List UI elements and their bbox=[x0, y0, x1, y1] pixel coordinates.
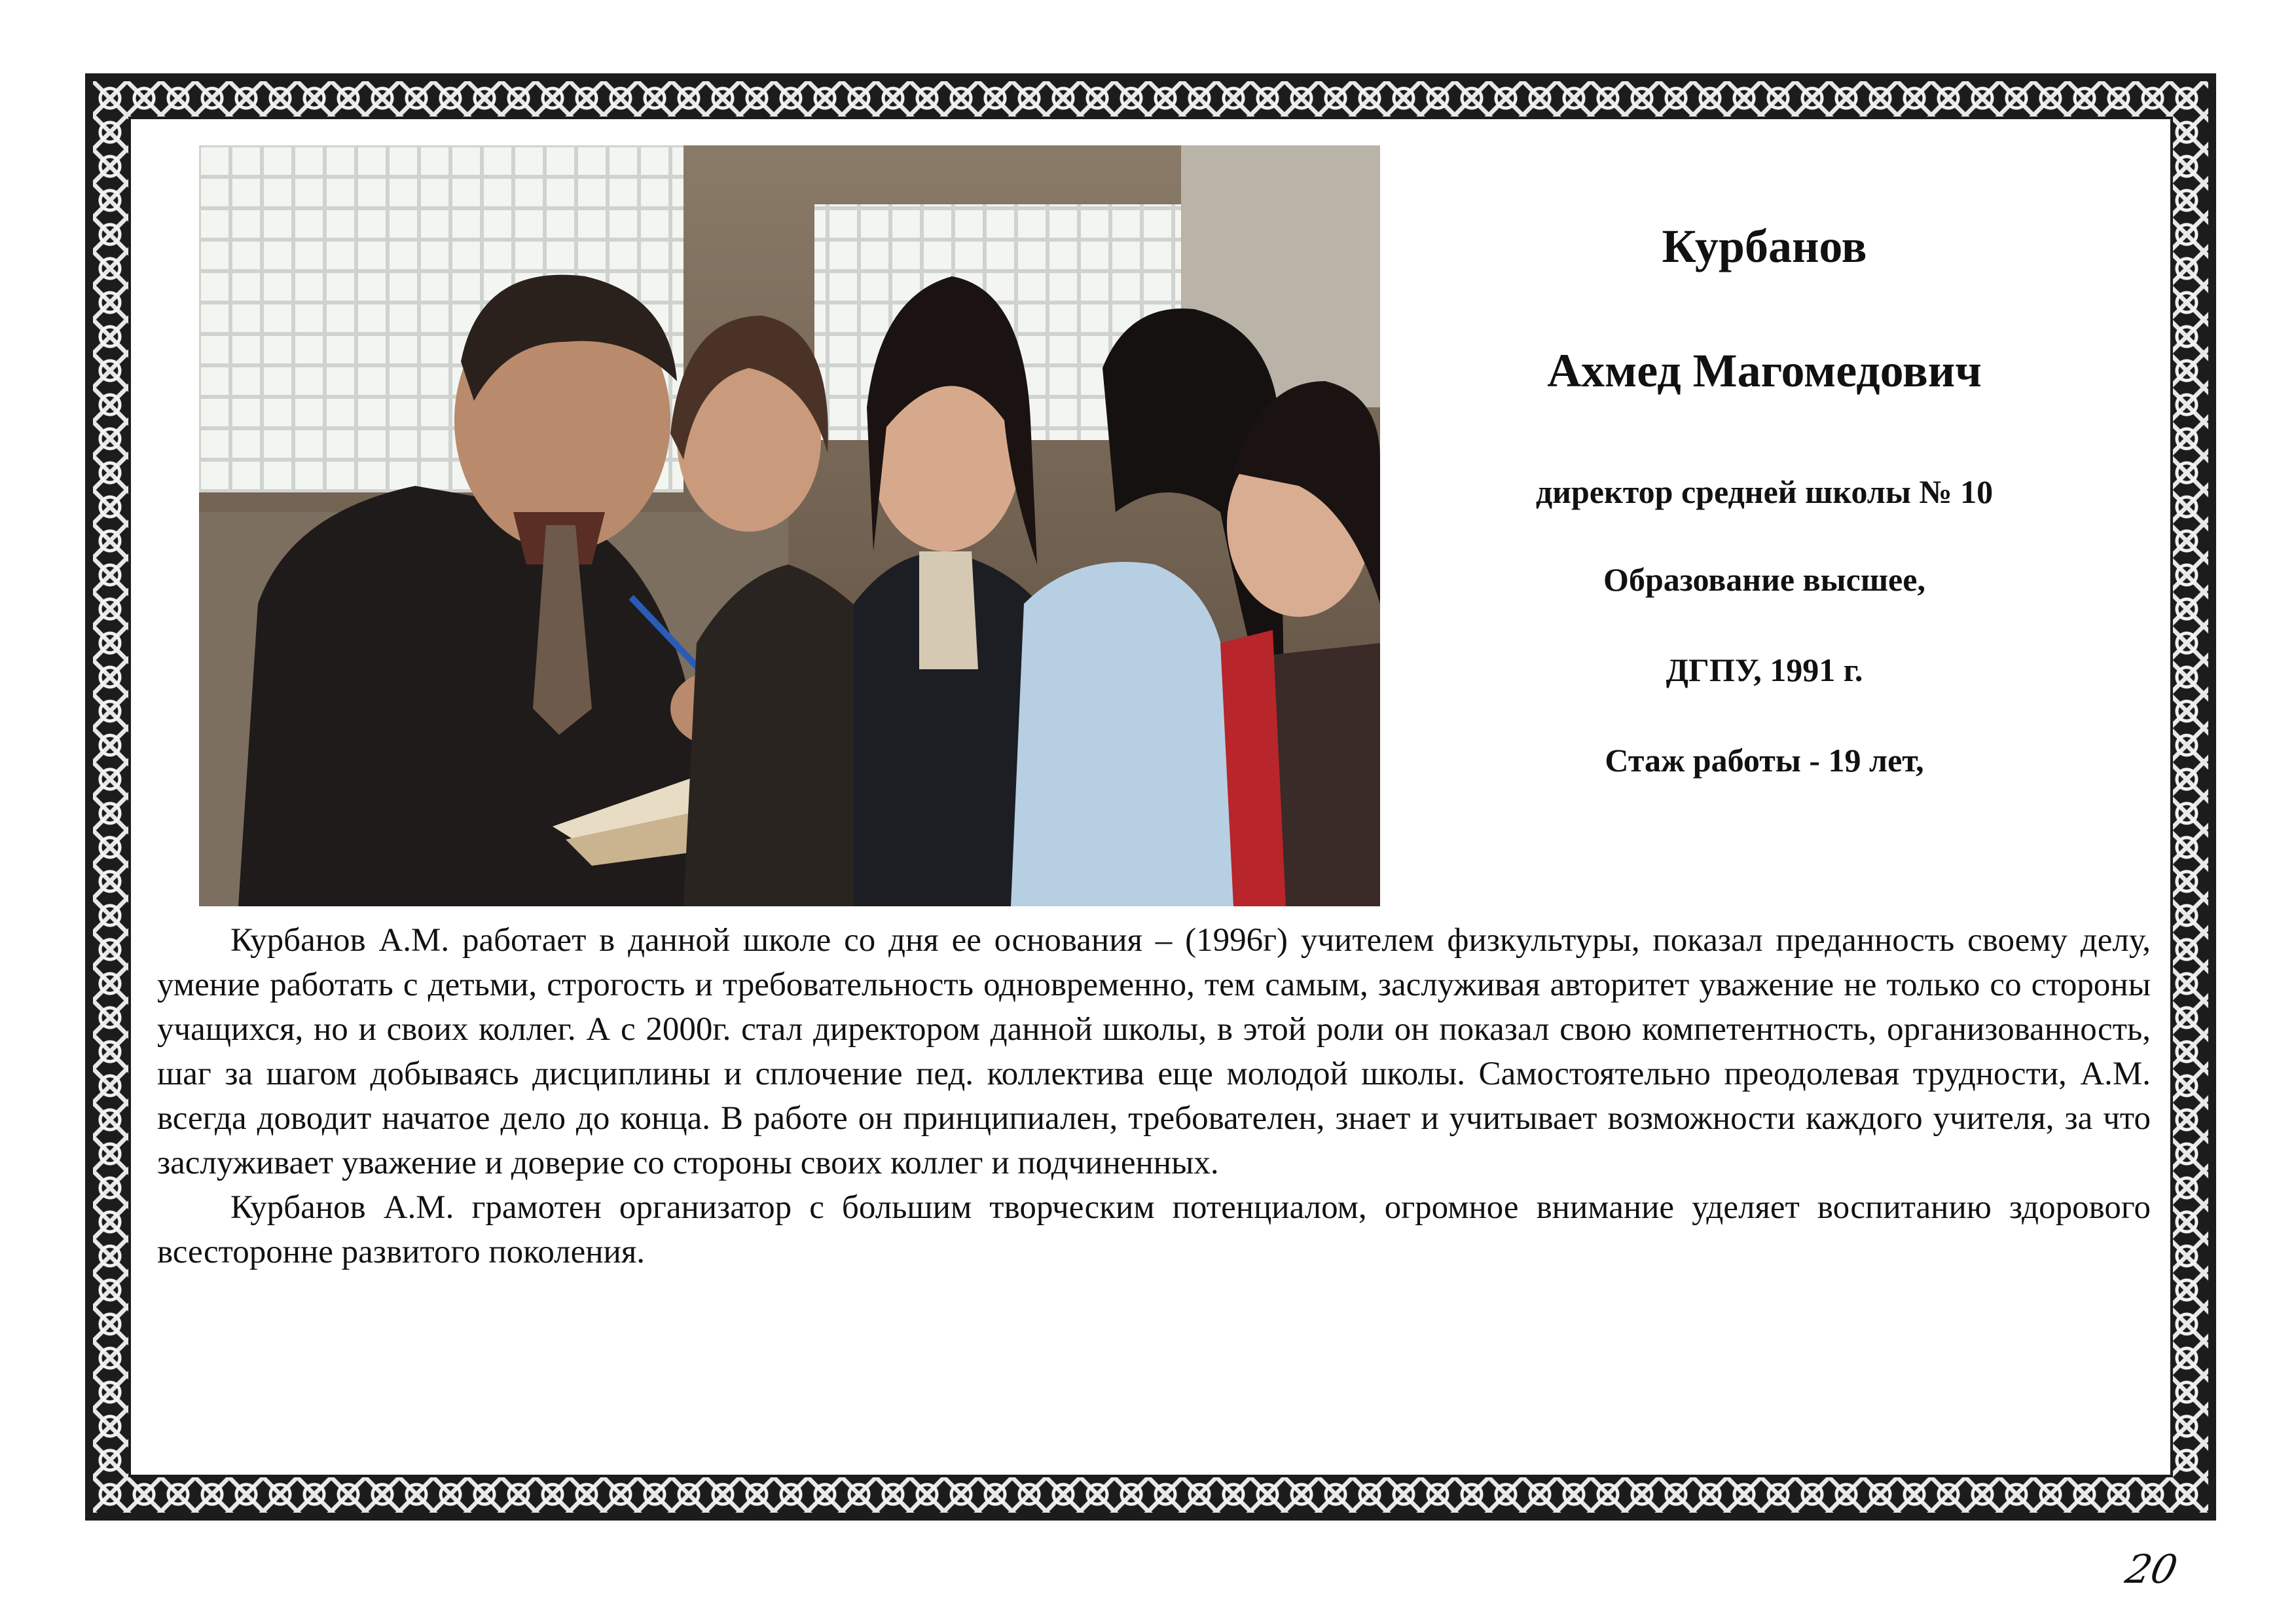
profile-info bbox=[1434, 220, 2095, 779]
institution-year: ДГПУ, 1991 г. bbox=[1666, 652, 1863, 688]
page-number: 20 bbox=[2121, 1547, 2181, 1593]
portrait-photo bbox=[199, 145, 1380, 906]
education: Образование высшее, bbox=[1603, 561, 1925, 598]
given-names: Ахмед Магомедович bbox=[1547, 344, 1982, 397]
position: директор средней школы № 10 bbox=[1535, 473, 1994, 510]
bio-paragraph-1: Курбанов А.М. работает в данной школе со дня ее основания – (1996г) учителем физкультуры, показал преданность своему делу, умение работать с детьми, строгость и требовательность одновременно, тем самым, заслуживая авторитет уважение не только со стороны учащихся, но и своих коллег. А с 2000г. стал директором данной школы, в этой роли он показал свою компетентность, организованность, шаг за шагом добываясь дисциплины и сплочение пед. коллектива еще молодой школы. Самостоятельно преодолевая трудности, А.М. всегда доводит начатое дело до конца. В работе он принципиален, требователен, знает и учитывает возможности каждого учителя, за что заслуживает уважение и доверие со стороны своих коллег и подчиненных. bbox=[157, 922, 2151, 1181]
surname: Курбанов bbox=[1662, 220, 1867, 272]
experience: Стаж работы - 19 лет, bbox=[1605, 742, 1924, 779]
bio-paragraph-2: Курбанов А.М. грамотен организатор с большим творческим потенциалом, огромное внимание уделяет воспитанию здорового всесторонне развитого поколения. bbox=[157, 1189, 2151, 1270]
photo-illustration bbox=[199, 145, 1380, 906]
biography bbox=[157, 918, 2151, 1274]
